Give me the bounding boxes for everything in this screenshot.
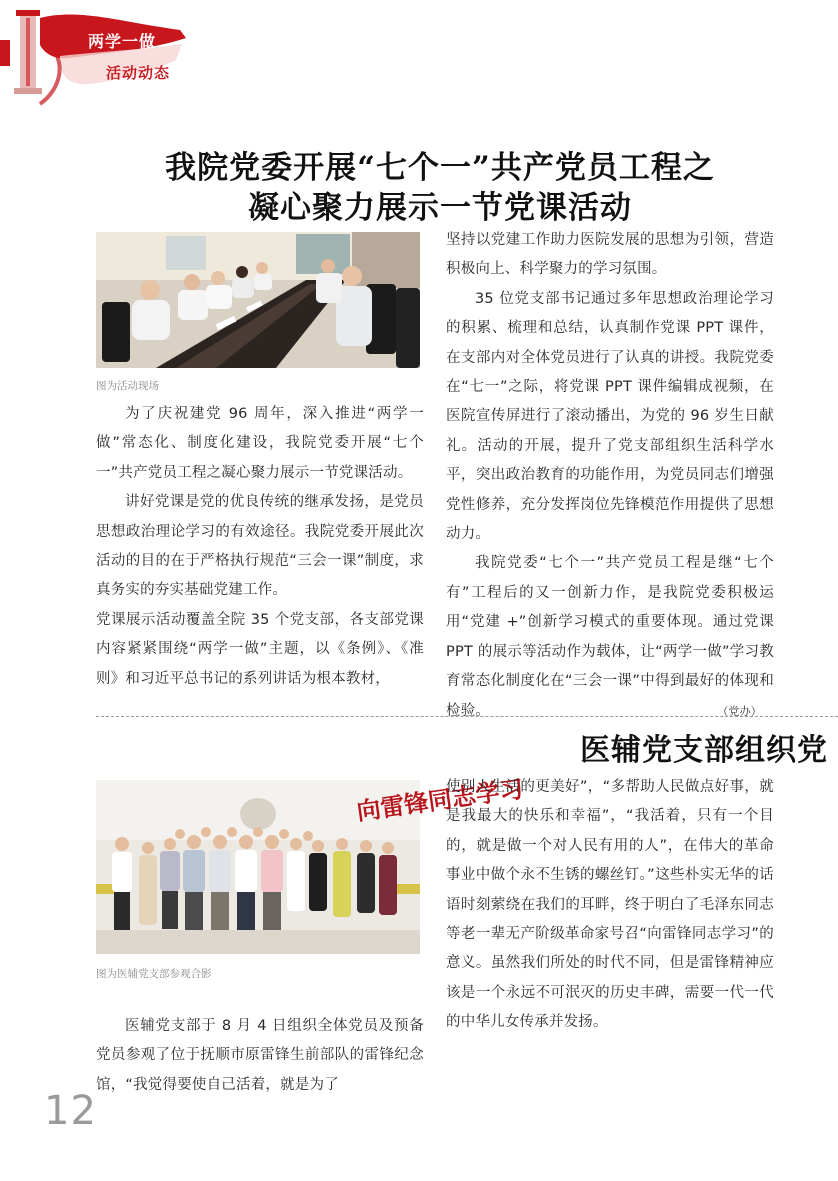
paragraph: 为了庆祝建党 96 周年，深入推进“两学一做”常态化、制度化建设，我院党委开展“七个一”共产党员工程之凝心聚力展示一节党课活动。 [96,406,424,481]
paragraph [446,549,774,725]
photo-caption: 图为活动现场 [96,380,159,392]
paragraph: 讲好党课是党的优良传统的继承发扬，是党员思想政治理论学习的有效途径。我院党委开展此次活动的目的在于严格执行规范“三会一课”制度，求真务实的夯实基础党建工作。 [96,494,424,599]
page-number: 12 [44,1088,97,1134]
meeting-photo [96,232,420,368]
paragraph-text: 我院党委“七个一”共产党员工程是继“七个有”工程后的又一创新力作，是我院党委积极运用“党建 +”创新学习模式的重要体现。通过党课 PPT 的展示等活动作为载体，让“两学一做”学习教育常态化制度化在“三会一课”中得到最好的体现和检验。 [446,555,774,719]
section-header-emblem [0,0,210,110]
article2-right-column [446,773,774,1038]
paragraph: 党课展示活动覆盖全院 35 个党支部，各支部党课内容紧紧围绕“两学一做”主题，以《条例》、《准则》和习近平总书记的系列讲话为根本教材， [96,611,424,687]
header-top-label: 两学一做 [88,32,157,51]
article2-left-column [96,1012,424,1100]
article-credit: （党办） [717,704,762,718]
paragraph: 35 位党支部书记通过多年思想政治理论学习的积累、梳理和总结，认真制作党课 PPT 课件，在支部内对全体党员进行了认真的讲授。我院党委在“七一”之际，将党课 PPT 课件编辑成视频，在医院宣传屏进行了滚动播出，为党的 96 岁生日献礼。活动的开展，提升了党支部组织生活科学水平，突出政治教育的功能作用，为党员同志们增强党性修养，充分发挥岗位先锋模范作用提供了思想动力。 [446,290,774,543]
header-bottom-label: 活动动态 [106,64,171,82]
photo-caption: 图为医辅党支部参观合影 [96,968,212,980]
group-photo [96,773,526,954]
paragraph: 医辅党支部于 8 月 4 日组织全体党员及预备党员参观了位于抚顺市原雷锋生前部队的雷锋纪念馆，“我觉得要使自己活着，就是为了 [96,1018,424,1093]
article2-title: 医辅党支部组织党 [580,733,828,768]
article1-title-line1: 我院党委开展“七个一”共产党员工程之 [165,150,715,186]
paragraph: 坚持以党建工作助力医院发展的思想为引领，营造积极向上、科学聚力的学习氛围。 [446,232,774,278]
calligraphy-sign-text: 向雷锋同志学习 [354,773,526,826]
article1-right-column [446,226,774,726]
red-flag-pillar-icon [0,0,210,110]
article1-left-column [96,400,424,694]
paragraph: 使别人生活的更美好”，“多帮助人民做点好事，就是我最大的快乐和幸福”，“我活着，只有一个目的，就是做一个对人民有用的人”，在伟大的革命事业中做个永不生锈的螺丝钉。”这些朴实无华的话语时刻萦绕在我们的耳畔，终于明白了毛泽东同志等老一辈无产阶级革命家号召“向雷锋同志学习”的意义。虽然我们所处的时代不同，但是雷锋精神应该是一个永远不可泯灭的历史丰碑，需要一代一代的中华儿女传承并发扬。 [446,779,774,1031]
section-divider [96,716,838,717]
article1-title-line2: 凝心聚力展示一节党课活动 [248,190,632,226]
